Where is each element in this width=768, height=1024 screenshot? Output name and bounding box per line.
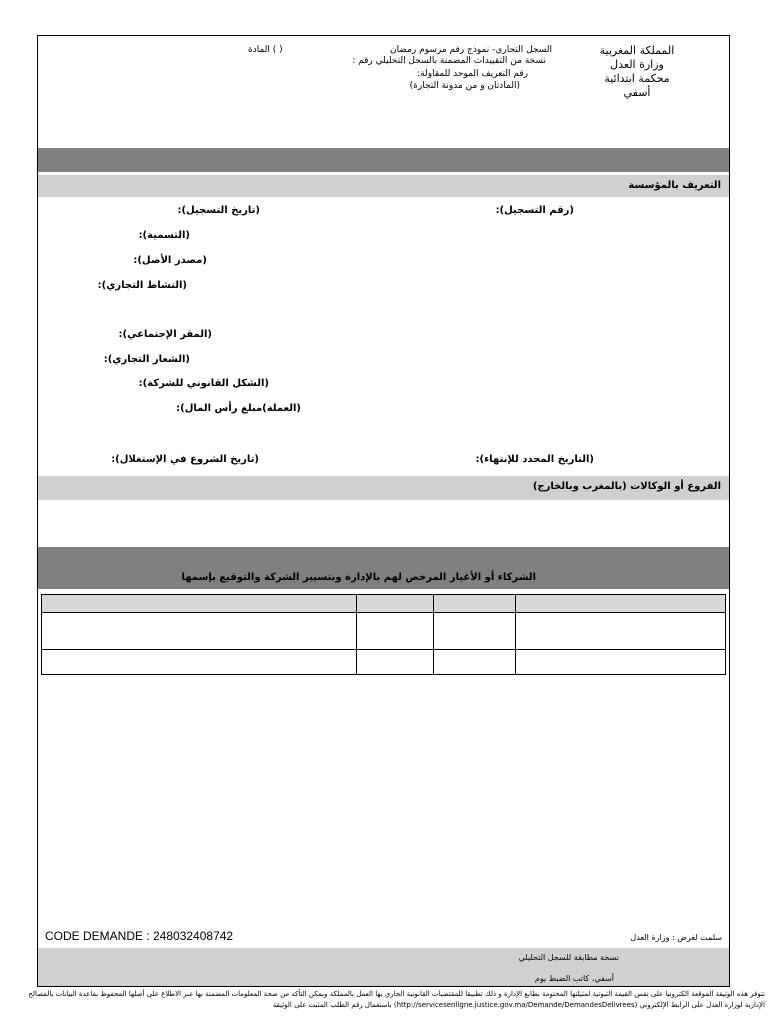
- copy-of-entries: نسخة من التقييدات المضمنة بالسجل التحليلي رقم :: [352, 56, 546, 66]
- capital-label: (العملة)مبلغ رأس المال):: [176, 403, 301, 414]
- table-cell: [356, 650, 434, 675]
- partners-table-header: [42, 595, 726, 613]
- social-seat-label: (المقر الإجتماعي):: [118, 329, 212, 340]
- table-cell: [515, 613, 725, 650]
- issuer-court: محكمة ابتدائية: [604, 72, 670, 85]
- certification-box: [38, 948, 729, 986]
- commercial-activity-label: (النشاط التجاري):: [97, 280, 187, 291]
- form-reference: السجل التجاري- نموذج رقم مرسوم رمضان: [389, 45, 552, 55]
- copy-conforming: نسخة مطابقة للسجل التحليلي: [518, 953, 619, 962]
- disclaimer-line-2: الإدارية لوزارة العدل على الرابط الإلكتروني (http://servicesenligne.justice.gov.ma/Demande/DemandesDelivrees) باستعمال رقم الطلب المثبت على الوثيقة: [272, 1001, 765, 1009]
- end-date-label: (التاريخ المحدد للإنتهاء):: [475, 454, 594, 465]
- partners-col-3: [434, 595, 516, 613]
- commerce-code-articles: (المادتان و من مدونة التجارة): [409, 81, 520, 91]
- table-cell: [356, 613, 434, 650]
- partners-col-4: [515, 595, 725, 613]
- table-cell: [42, 613, 357, 650]
- partners-title: الشركاء أو الأغيار المرخص لهم بالإدارة وبتسيير الشركة والتوقيع بإسمها: [181, 572, 536, 583]
- start-date-label: (تاريخ الشروع في الإستغلال):: [111, 454, 259, 465]
- name-label: (التسمية):: [138, 230, 190, 241]
- identification-header: [38, 175, 729, 197]
- disclaimer-line-1: تتوفر هذه الوثيقة الموقعة الكترونيا على نفس القيمة الثبوتية لمثيلتها المختومة بطابع الإدارة و ذلك تطبيقا للمقتضيات القانونية الجاري بها العمل بالمملكة ويمكن التأكد من صحة المعلومات المضمنة بها عبر الاطلاع على أصلها المحفوظ بقاعدة البيانات بالمصالح: [28, 990, 765, 998]
- table-row: [42, 613, 726, 650]
- delivered-for: سلمت لغرض : وزارة العدل: [630, 933, 722, 942]
- registration-date-label: (تاريخ التسجيل):: [177, 205, 260, 216]
- branches-header: [38, 476, 729, 500]
- clerk-signature-line: أسفي، كاتب الضبط يوم: [534, 974, 614, 983]
- code-demande: CODE DEMANDE : 248032408742: [45, 929, 234, 943]
- issuer-block: [572, 44, 702, 100]
- issuer-ministry: وزارة العدل: [610, 58, 664, 71]
- table-cell: [434, 613, 516, 650]
- partners-col-1: [42, 595, 357, 613]
- commercial-sign-label: (الشعار التجاري):: [103, 354, 190, 365]
- origin-label: (مصدر الأصل):: [133, 255, 207, 266]
- unified-id: رقم التعريف الموحد للمقاولة:: [417, 69, 528, 79]
- identification-title: التعريف بالمؤسسة: [628, 180, 721, 191]
- table-row: [42, 650, 726, 675]
- partners-header: [38, 547, 729, 589]
- header-band: [38, 148, 729, 172]
- table-cell: [515, 650, 725, 675]
- issuer-city: أسفي: [623, 86, 651, 99]
- partners-col-2: [356, 595, 434, 613]
- legal-disclaimer: [0, 989, 765, 1011]
- branches-title: الفروع أو الوكالات (بالمغرب وبالخارج): [532, 481, 721, 492]
- issuer-kingdom: المملكة المغربية: [599, 44, 675, 57]
- registration-number-label: (رقم التسجيل):: [495, 205, 574, 216]
- table-cell: [434, 650, 516, 675]
- table-cell: [42, 650, 357, 675]
- form-article: ( ) المادة: [248, 45, 283, 55]
- partners-table: [41, 594, 726, 675]
- legal-form-label: (الشكل القانوني للشركة):: [138, 378, 269, 389]
